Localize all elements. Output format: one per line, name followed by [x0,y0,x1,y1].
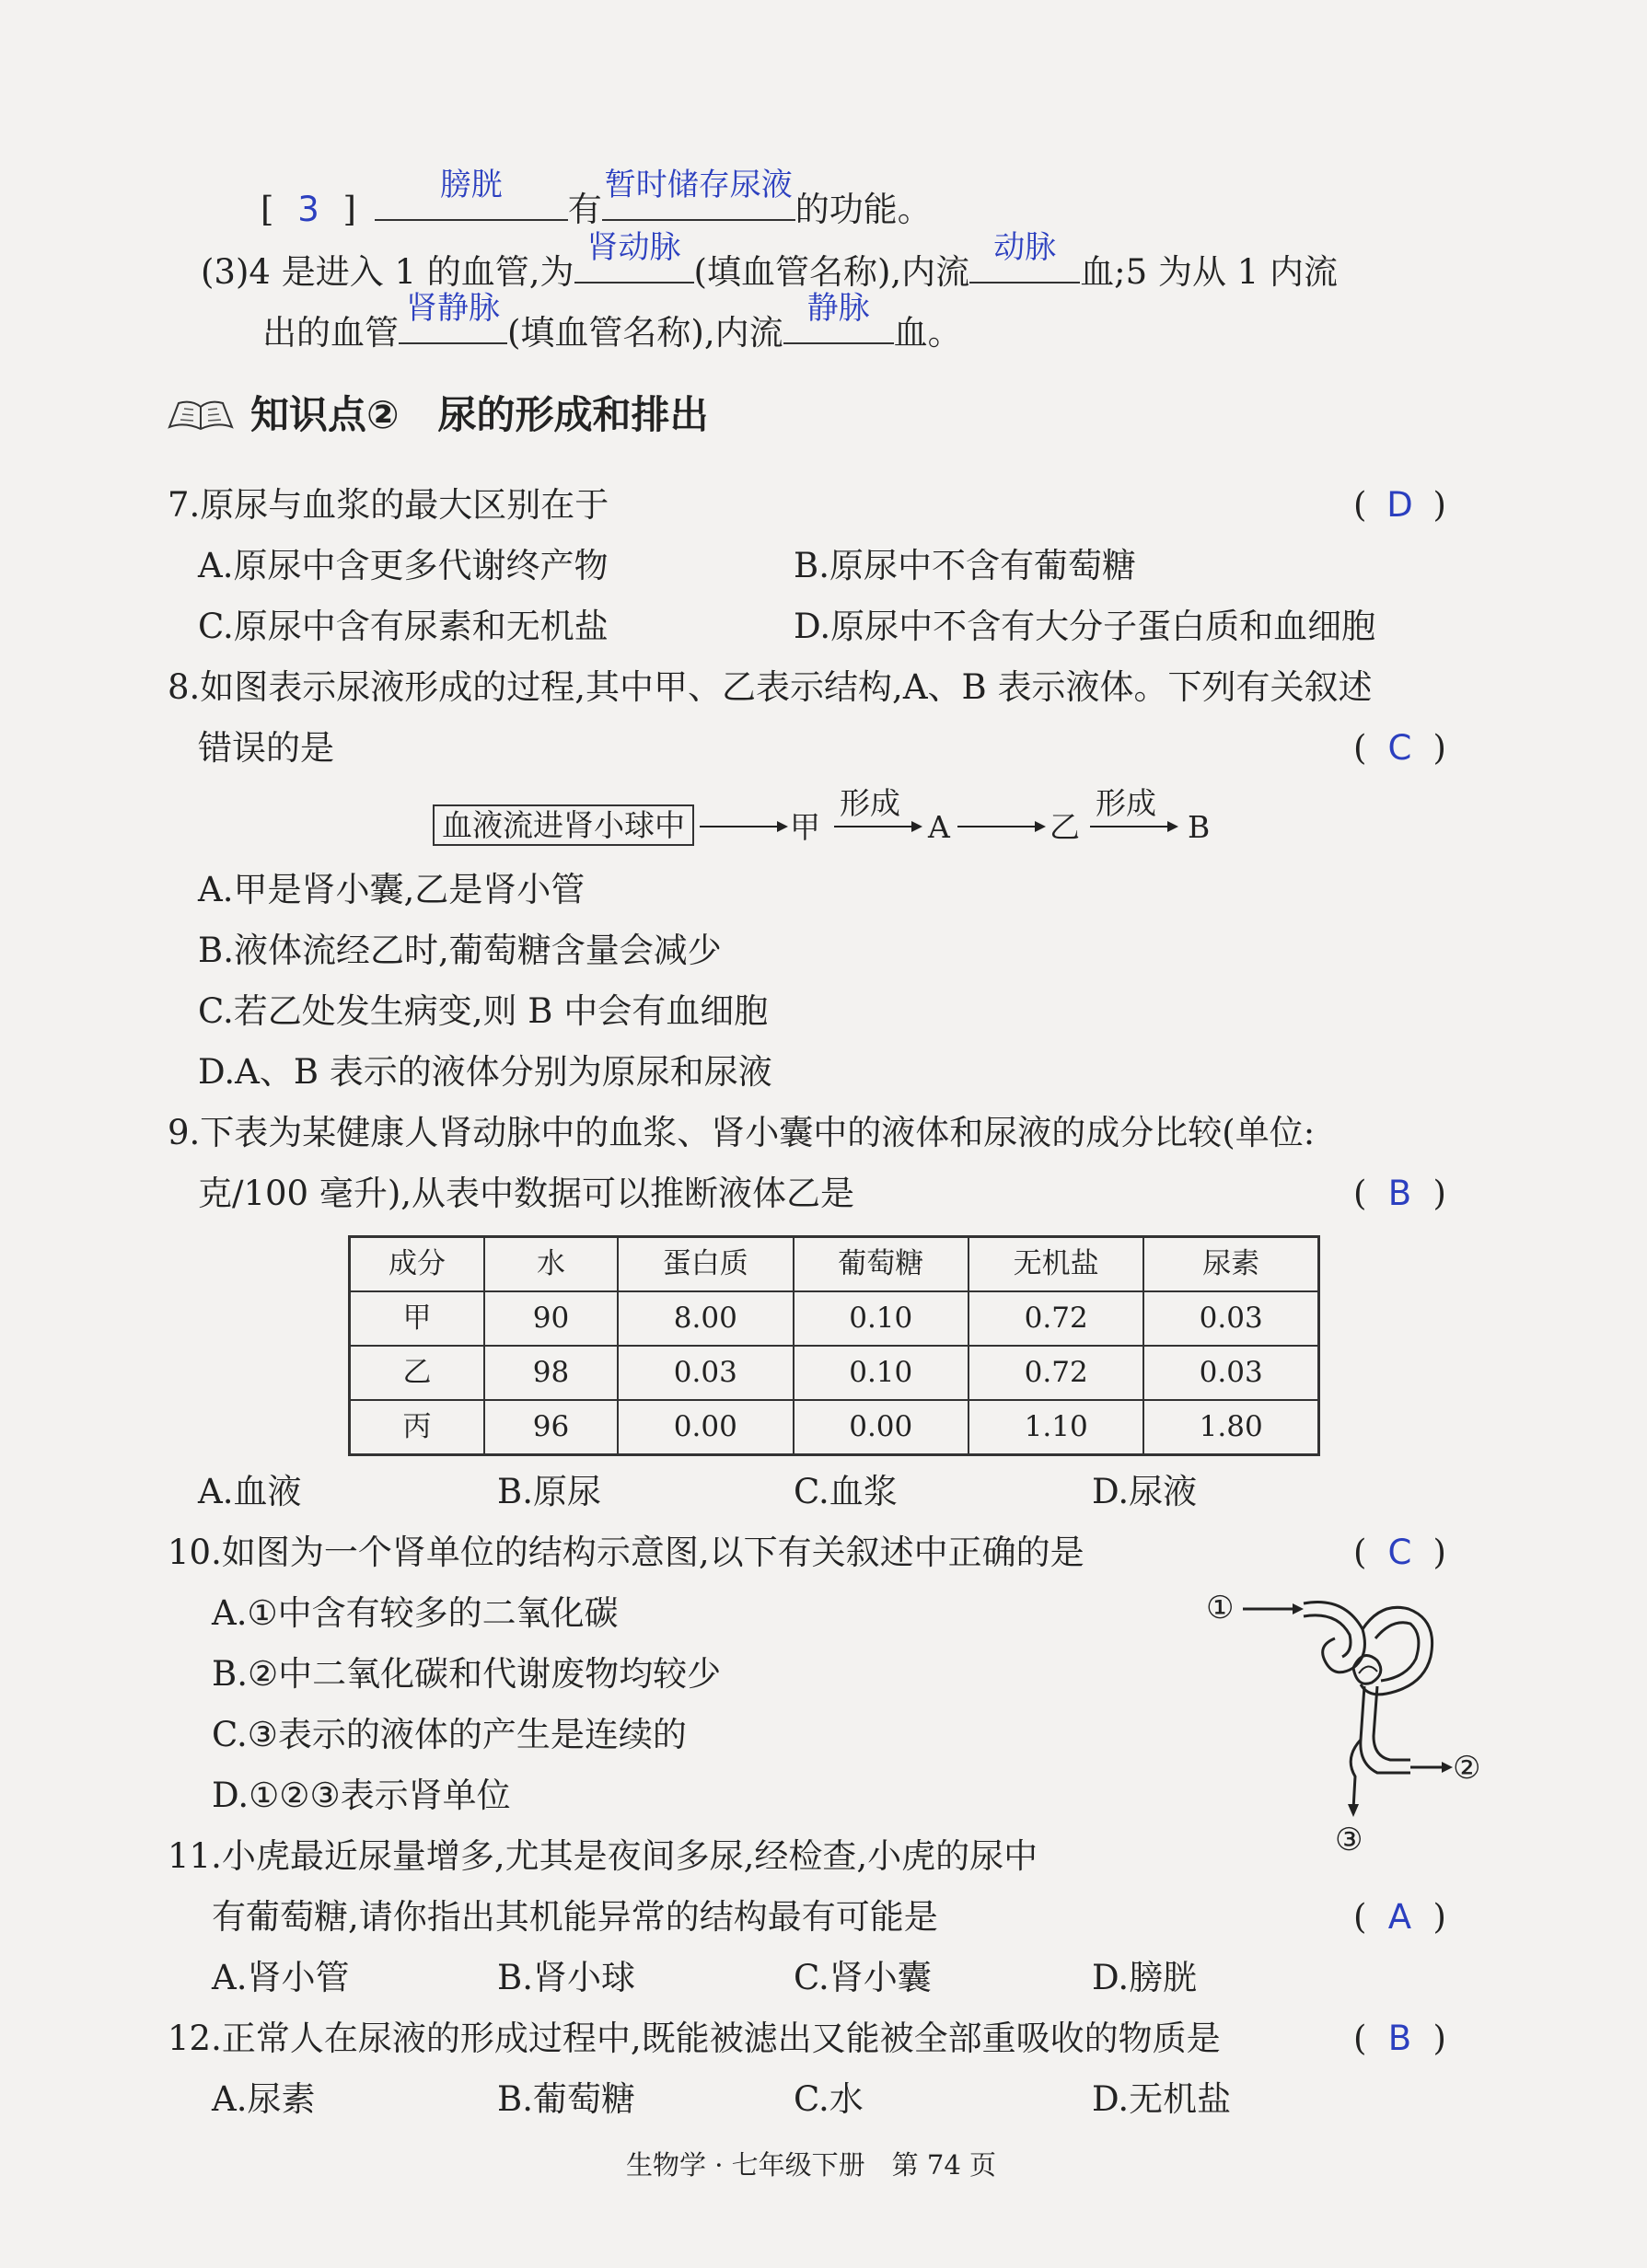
table-cell: 0.10 [794,1346,968,1400]
flow-form-label-1: 形成 [840,785,900,821]
q9-option-d: D.尿液 [1092,1472,1198,1511]
paren-close: ) [1432,1174,1446,1213]
handwritten-answer: 静脉 [806,290,870,327]
collecting-duct [1351,1740,1361,1810]
text-fragment: 有 [567,190,602,229]
q6-line3 [262,290,962,353]
table-cell: 1.10 [968,1400,1143,1455]
q11-answer [1353,1897,1446,1937]
answer-letter: D [1386,485,1413,525]
paren-close: ) [1432,728,1446,768]
q7-stem: 7.原尿与血浆的最大区别在于 [168,485,609,525]
paren-open: ( [1353,728,1367,768]
table-header-row [350,1237,1319,1292]
bracket-open: [ [261,190,274,229]
table-cell: 98 [484,1346,618,1400]
q10-option-b: B.②中二氧化碳和代谢废物均较少 [212,1654,722,1694]
handwritten-answer: 暂时储存尿液 [604,167,793,203]
q7-option-b: B.原尿中不含有葡萄糖 [794,546,1136,585]
table-cell: 0.03 [618,1346,793,1400]
table-cell: 0.72 [968,1291,1143,1346]
q11-option-b: B.肾小球 [497,1958,635,1997]
q9-stem-line2: 克/100 毫升),从表中数据可以推断液体乙是 [198,1174,855,1213]
arrow-icon [957,808,1050,845]
answer-letter: C [1387,1533,1412,1572]
label-1: ① [1206,1590,1235,1626]
q8-option-a: A.甲是肾小囊,乙是肾小管 [198,870,586,909]
label-2: ② [1453,1750,1481,1787]
table-row [350,1400,1319,1455]
paren-open: ( [1353,2019,1367,2058]
text-fragment: (填血管名称),内流 [693,252,970,292]
q7-option-c: C.原尿中含有尿素和无机盐 [198,607,609,646]
table-cell: 丙 [350,1400,484,1455]
answer-blank [574,229,694,284]
table-cell: 乙 [350,1346,484,1400]
table-cell: 0.10 [794,1291,968,1346]
paren-close: ) [1432,1897,1446,1937]
q10-answer [1353,1533,1446,1572]
q10-option-c: C.③表示的液体的产生是连续的 [212,1715,687,1754]
arrow-icon [700,808,792,845]
paren-close: ) [1432,485,1446,525]
book-icon [166,396,236,433]
q11-stem-line2: 有葡萄糖,请你指出其机能异常的结构最有可能是 [212,1897,938,1937]
answer-blank [399,290,507,344]
answer-blank [969,229,1080,284]
label-3: ③ [1335,1822,1363,1858]
text-fragment: 的功能。 [795,190,932,229]
table-header: 蛋白质 [618,1237,793,1292]
table-cell: 8.00 [618,1291,793,1346]
paren-close: ) [1432,2019,1446,2058]
q10-option-d: D.①②③表示肾单位 [212,1776,511,1815]
text-fragment: 血。 [893,313,962,353]
answer-blank [375,167,568,221]
table-row [350,1291,1319,1346]
text-fragment: (填血管名称),内流 [507,313,783,353]
q9-answer [1353,1174,1446,1213]
blank-number: 3 [297,190,319,229]
table-cell: 0.03 [1143,1346,1318,1400]
q11-option-d: D.膀胱 [1092,1958,1198,1997]
flow-start-box: 血液流进肾小球中 [433,804,694,846]
answer-letter: B [1387,2019,1412,2058]
handwritten-answer: 动脉 [993,229,1057,266]
table-header: 成分 [350,1237,484,1292]
q12-option-a: A.尿素 [212,2079,316,2119]
q6-line1 [261,167,932,229]
q8-option-c: C.若乙处发生病变,则 B 中会有血细胞 [198,991,769,1031]
answer-letter: A [1387,1897,1412,1937]
q8-option-b: B.液体流经乙时,葡萄糖含量会减少 [198,931,722,970]
page-footer: 生物学 · 七年级下册 第 74 页 [626,2149,996,2181]
q11-option-c: C.肾小囊 [794,1958,932,1997]
q9-stem-line1: 9.下表为某健康人肾动脉中的血浆、肾小囊中的液体和尿液的成分比较(单位: [168,1113,1316,1152]
arrow-icon [834,808,926,845]
flow-yi: 乙 [1050,809,1080,845]
text-fragment: (3)4 是进入 1 的血管,为 [201,252,574,292]
table-cell: 96 [484,1400,618,1455]
q10-stem: 10.如图为一个肾单位的结构示意图,以下有关叙述中正确的是 [168,1533,1084,1572]
arrow-icon [1090,808,1182,845]
q8-answer [1353,728,1446,768]
section-title: 知识点② 尿的形成和排出 [250,392,709,437]
table-cell: 0.00 [794,1400,968,1455]
answer-blank [602,167,795,221]
table-cell: 甲 [350,1291,484,1346]
q6-line2 [201,229,1339,292]
paren-open: ( [1353,485,1367,525]
table-cell: 0.03 [1143,1291,1318,1346]
bracket-close: ] [342,190,356,229]
answer-letter: C [1387,728,1412,768]
paren-open: ( [1353,1897,1367,1937]
answer-letter: B [1387,1174,1412,1213]
table-cell: 0.00 [618,1400,793,1455]
q11-option-a: A.肾小管 [212,1958,350,1997]
q7-answer [1353,485,1446,525]
flow-b: B [1188,809,1211,845]
q12-answer [1353,2019,1446,2058]
q11-stem-line1: 11.小虎最近尿量增多,尤其是夜间多尿,经检查,小虎的尿中 [168,1836,1038,1876]
table-header: 水 [484,1237,618,1292]
q9-option-c: C.血浆 [794,1472,898,1511]
nephron-diagram [1197,1583,1481,1859]
q10-option-a: A.①中含有较多的二氧化碳 [212,1593,619,1633]
q12-option-c: C.水 [794,2079,864,2119]
table-cell: 1.80 [1143,1400,1318,1455]
table-cell: 90 [484,1291,618,1346]
q7-option-d: D.原尿中不含有大分子蛋白质和血细胞 [794,607,1376,646]
handwritten-answer: 肾静脉 [406,290,500,327]
handwritten-answer: 肾动脉 [586,229,681,266]
q9-option-b: B.原尿 [497,1472,601,1511]
q12-option-b: B.葡萄糖 [497,2079,635,2119]
q7-option-a: A.原尿中含更多代谢终产物 [198,546,609,585]
q12-stem: 12.正常人在尿液的形成过程中,既能被滤出又能被全部重吸收的物质是 [168,2019,1221,2058]
handwritten-answer: 膀胱 [439,167,503,203]
q8-stem-line1: 8.如图表示尿液形成的过程,其中甲、乙表示结构,A、B 表示液体。下列有关叙述 [168,667,1373,707]
table-cell: 0.72 [968,1346,1143,1400]
paren-open: ( [1353,1533,1367,1572]
q8-option-d: D.A、B 表示的液体分别为原尿和尿液 [198,1052,772,1092]
composition-table [348,1235,1320,1456]
paren-close: ) [1432,1533,1446,1572]
text-fragment: 出的血管 [262,313,399,353]
q12-option-d: D.无机盐 [1092,2079,1232,2119]
table-header: 尿素 [1143,1237,1318,1292]
answer-blank [783,290,894,344]
flow-a: A [928,809,950,845]
flow-jia: 甲 [790,809,820,845]
q8-stem-line2: 错误的是 [198,728,334,768]
table-row [350,1346,1319,1400]
q9-option-a: A.血液 [198,1472,302,1511]
table-header: 葡萄糖 [794,1237,968,1292]
paren-open: ( [1353,1174,1367,1213]
text-fragment: 血;5 为从 1 内流 [1080,252,1339,292]
table-header: 无机盐 [968,1237,1143,1292]
flow-form-label-2: 形成 [1096,785,1156,821]
